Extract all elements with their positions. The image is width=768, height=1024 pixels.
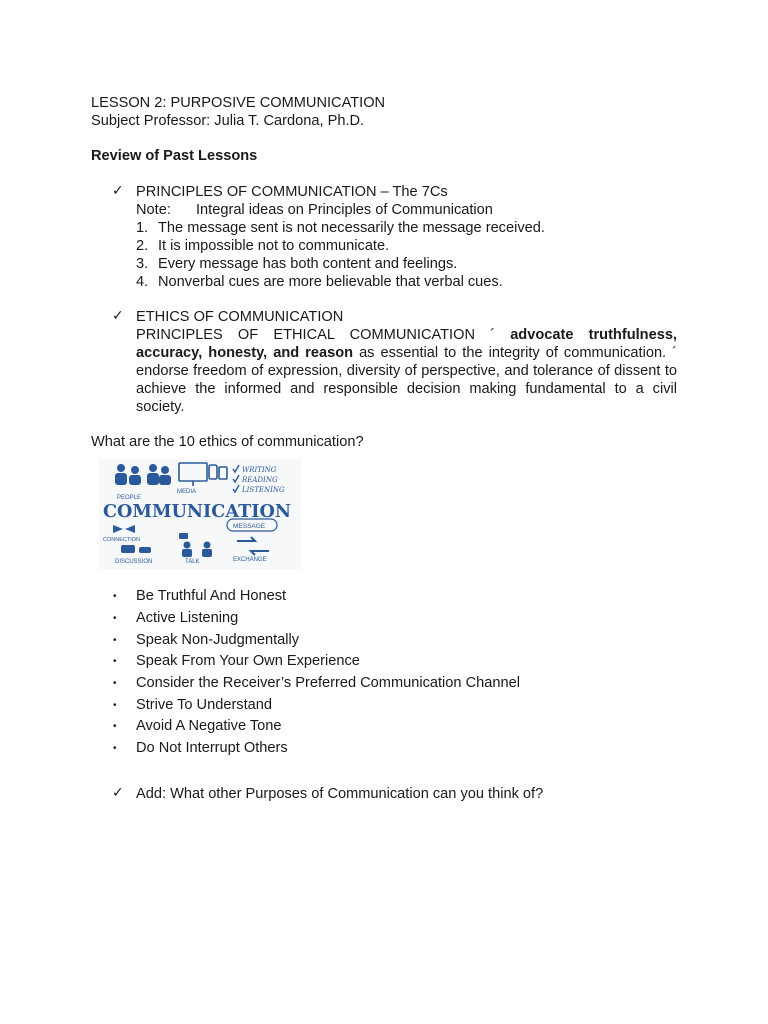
list-item: It is impossible not to communicate. [158,238,390,254]
bullet-icon: • [113,613,117,624]
para-rest: as essential to the integrity of communication. ´ endorse freedom of expression, diversity of perspective, and tolerance of dissent to achieve the informed and responsible decision making fundamental to a civil society. [136,345,677,415]
list-number: 1. [136,220,149,236]
review-heading: Review of Past Lessons [91,148,258,164]
message-label: MESSAGE [233,523,266,530]
people-label: PEOPLE [117,495,142,501]
list-number: 2. [136,238,149,254]
bullet-icon: • [113,635,117,646]
checkmark-icon: ✓ [112,307,124,323]
list-item: The message sent is not necessarily the message received. [158,220,545,236]
bullet-icon: • [113,656,117,667]
discussion-label: DISCUSSION [115,559,153,565]
ethics-list-item: Speak Non-Judgmentally [136,632,300,648]
ethics-list-item: Do Not Interrupt Others [136,740,288,756]
ethics-list-item: Speak From Your Own Experience [136,653,360,669]
add-prompt: Add: What other Purposes of Communication can you think of? [136,786,544,802]
bullet-icon: • [113,721,117,732]
ethics-paragraph [136,326,677,416]
bullet-icon: • [113,700,117,711]
list-number: 4. [136,274,149,290]
para-bold: advocate truthfulness, accuracy, honesty, and reason [136,327,677,361]
ethics-list-item: Active Listening [136,610,239,626]
listening-label: LISTENING [242,486,285,494]
reading-label: READING [242,476,278,484]
para-start: PRINCIPLES OF ETHICAL COMMUNICATION ´ [136,327,496,343]
principles-title: PRINCIPLES OF COMMUNICATION – The 7Cs [136,184,448,200]
ethics-list-item: Consider the Receiver’s Preferred Communication Channel [136,675,520,691]
checkmark-icon: ✓ [112,182,124,198]
media-label: MEDIA [177,489,197,495]
exchange-label: EXCHANGE [233,557,267,563]
professor-line: Subject Professor: Julia T. Cardona, Ph.D. [91,113,365,129]
note-label: Note: [136,202,171,218]
lesson-title: LESSON 2: PURPOSIVE COMMUNICATION [91,95,386,111]
communication-word: COMMUNICATION [103,502,292,522]
list-number: 3. [136,256,149,272]
ethics-list-item: Avoid A Negative Tone [136,718,282,734]
communication-illustration [99,459,301,569]
question-line: What are the 10 ethics of communication? [91,434,364,450]
list-item: Every message has both content and feelings. [158,256,458,272]
note-text: Integral ideas on Principles of Communication [196,202,493,218]
ethics-list-item: Be Truthful And Honest [136,588,287,604]
talk-label: TALK [185,559,200,565]
bullet-icon: • [113,678,117,689]
connection-label: CONNECTION [103,537,140,543]
bullet-icon: • [113,591,117,602]
ethics-title: ETHICS OF COMMUNICATION [136,309,344,325]
bullet-icon: • [113,743,117,754]
note-line [136,201,493,219]
checkmark-icon: ✓ [112,784,124,800]
communication-graphic [99,459,301,569]
writing-label: WRITING [242,466,277,474]
ethics-list-item: Strive To Understand [136,697,273,713]
list-item: Nonverbal cues are more believable that verbal cues. [158,274,503,290]
